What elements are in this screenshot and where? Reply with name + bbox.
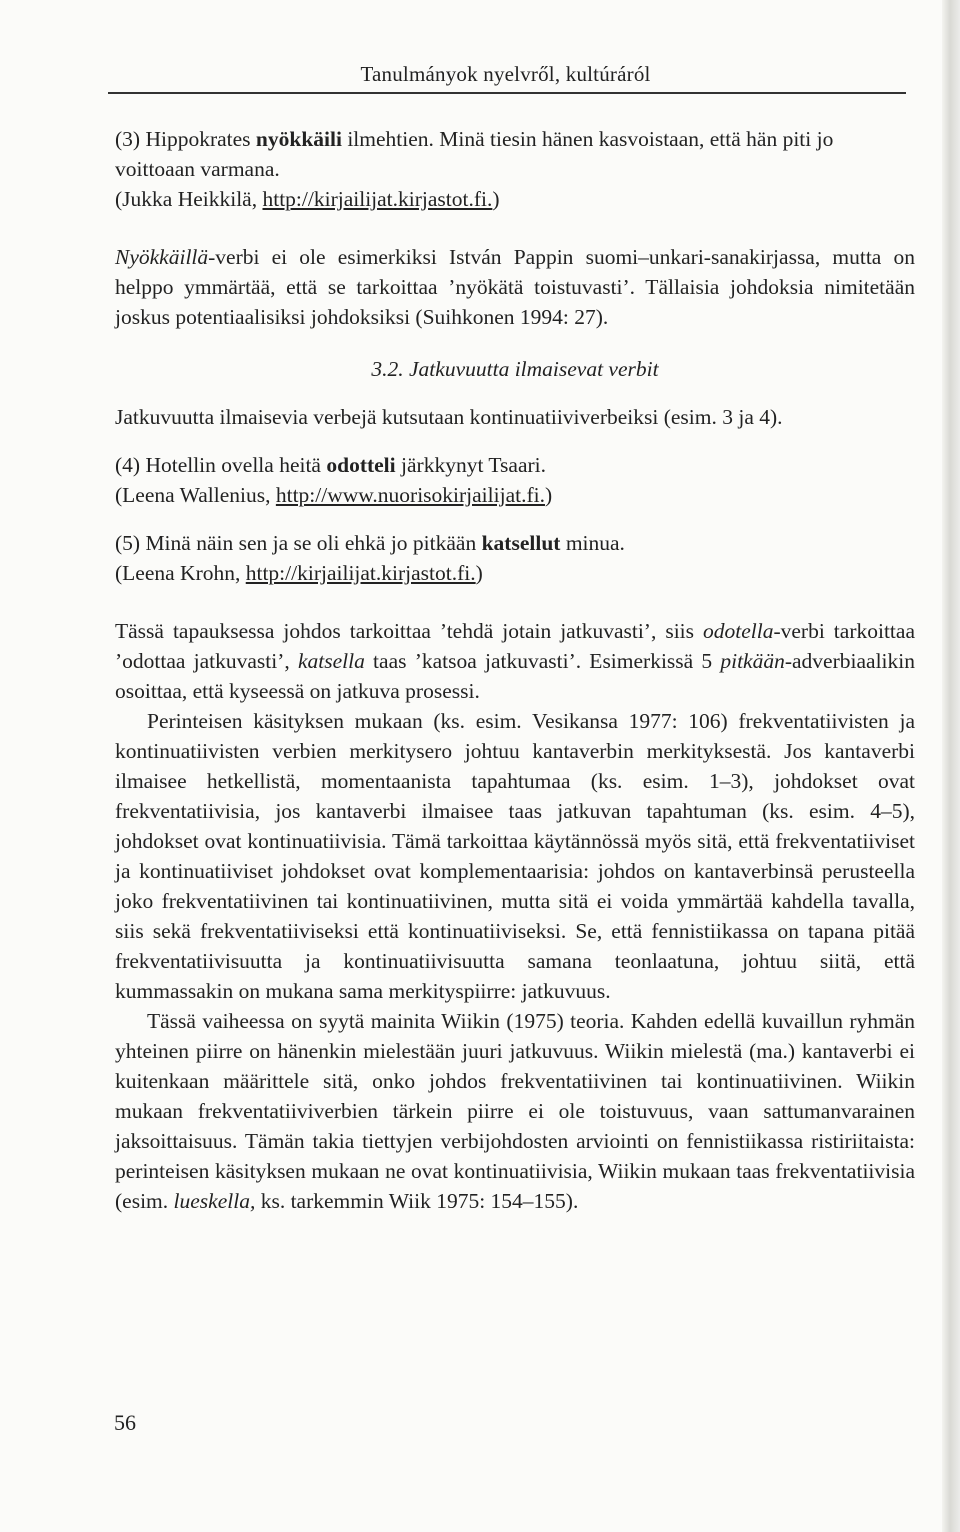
paragraph-perinteisen: Perinteisen käsityksen mukaan (ks. esim. Vesikansa 1977: 106) frekventatiivisten ja kontinuatiivisten verbien merkitysero johtuu kantaverbin merkityksestä. Jos kantaverbi ilmaisee hetkellistä, momentaanista tapahtumaa (ks. esim. 1–3), johdokset ovat frekventatiivisia, jos kantaverbi ilmaisee taas jatkuvan tapahtuman (ks. esim. 4–5), johdokset ovat kontinuatiivisia. Tämä tarkoittaa käytännössä myös sitä, että frekventatiiviset ja kontinuatiiviset johdokset ovat komplementaarisia: johdos on kantaverbinsä perusteella joko frekventatiivinen tai kontinuatiivinen, mutta sitä ei voida ymmärtää kahdella tavalla, siis sekä frekventatiiviseksi että kontinuatiiviseksi. Se, että fennistiikassa on tapana pitää frekventatiivisuutta ja kontinuatiivisuutta samana teonlaatuna, johtuu siitä, että kummassakin on mukana sama merkityspiirre: jatkuvuus. <box>115 709 915 1003</box>
source-link[interactable]: http://kirjailijat.kirjastot.fi. <box>245 561 476 585</box>
example-4: (4) Hotellin ovella heitä odotteli järkkynyt Tsaari. (Leena Wallenius, http://www.nuorisokirjailijat.fi.) <box>115 450 915 510</box>
page-edge-shadow <box>942 0 960 1532</box>
example-source: (Leena Wallenius, http://www.nuorisokirjailijat.fi.) <box>115 483 553 507</box>
paragraph-tassa-vaiheessa: Tässä vaiheessa on syytä mainita Wiikin (1975) teoria. Kahden edellä kuvaillun ryhmän yhteinen piirre on hänenkin mielestään juuri jatkuvuus. Wiikin mielestä (ma.) kantaverbi ei kuitenkaan määrittele sitä, onko johdos frekventatiivinen tai kontinuatiivinen. Wiikin mukaan frekventatiiviverbien tärkein piirre ei ole toistuvuus, vaan sattumanvarainen jaksoittaisuus. Tämän takia tiettyjen verbijohdosten arviointi on fennistiikassa ristiriitaista: perinteisen käsityksen mukaan ne ovat kontinuatiivisia, Wiikin mukaan taas frekventatiivisia (esim. lueskella, ks. tarkemmin Wiik 1975: 154–155). <box>115 1009 915 1213</box>
running-title: Tanulmányok nyelvről, kultúráról <box>360 62 651 86</box>
header-rule <box>108 92 906 94</box>
example-text: ilmehtien. Minä tiesin hänen kasvoistaan, että hän piti jo voittoaan varmana. <box>115 127 834 181</box>
paragraph-intro: Jatkuvuutta ilmaisevia verbejä kutsutaan kontinuatiiviverbeiksi (esim. 3 ja 4). <box>115 405 783 429</box>
example-text: (3) Hippokrates <box>115 127 256 151</box>
section-title: Jatkuvuutta ilmaisevat verbit <box>409 357 659 381</box>
page-body <box>115 124 915 1216</box>
page-number: 56 <box>114 1410 136 1435</box>
section-number: 3.2. <box>371 357 404 381</box>
example-verb: nyökkäili <box>255 127 342 151</box>
example-3 <box>115 124 915 214</box>
example-source: (Leena Krohn, http://kirjailijat.kirjastot.fi.) <box>115 561 483 585</box>
example-verb: odotteli <box>326 453 396 477</box>
source-link[interactable]: http://kirjailijat.kirjastot.fi. <box>262 187 493 211</box>
example-5: (5) Minä näin sen ja se oli ehkä jo pitkään katsellut minua. (Leena Krohn, http://kirjailijat.kirjastot.fi.) <box>115 528 915 588</box>
term: Nyökkäillä <box>115 245 209 269</box>
section-heading <box>115 354 915 384</box>
example-source: (Jukka Heikkilä, http://kirjailijat.kirjastot.fi.) <box>115 187 500 211</box>
paragraph-nyokkailla: Nyökkäillä-verbi ei ole esimerkiksi István Pappin suomi–unkari-sanakirjassa, mutta on helppo ymmärtää, että se tarkoittaa ’nyökätä toistuvasti’. Tällaisia johdoksia nimitetään joskus potentiaalisiksi johdoksiksi (Suihkonen 1994: 27). <box>115 245 915 329</box>
paragraph-tassa-tapauksessa: Tässä tapauksessa johdos tarkoittaa ’tehdä jotain jatkuvasti’, siis odotella-verbi tarkoittaa ’odottaa jatkuvasti’, katsella taas ’katsoa jatkuvasti’. Esimerkissä 5 pitkään-adverbiaalikin osoittaa, että kyseessä on jatkuva prosessi. <box>115 619 915 703</box>
example-verb: katsellut <box>481 531 561 555</box>
source-link[interactable]: http://www.nuorisokirjailijat.fi. <box>275 483 545 507</box>
